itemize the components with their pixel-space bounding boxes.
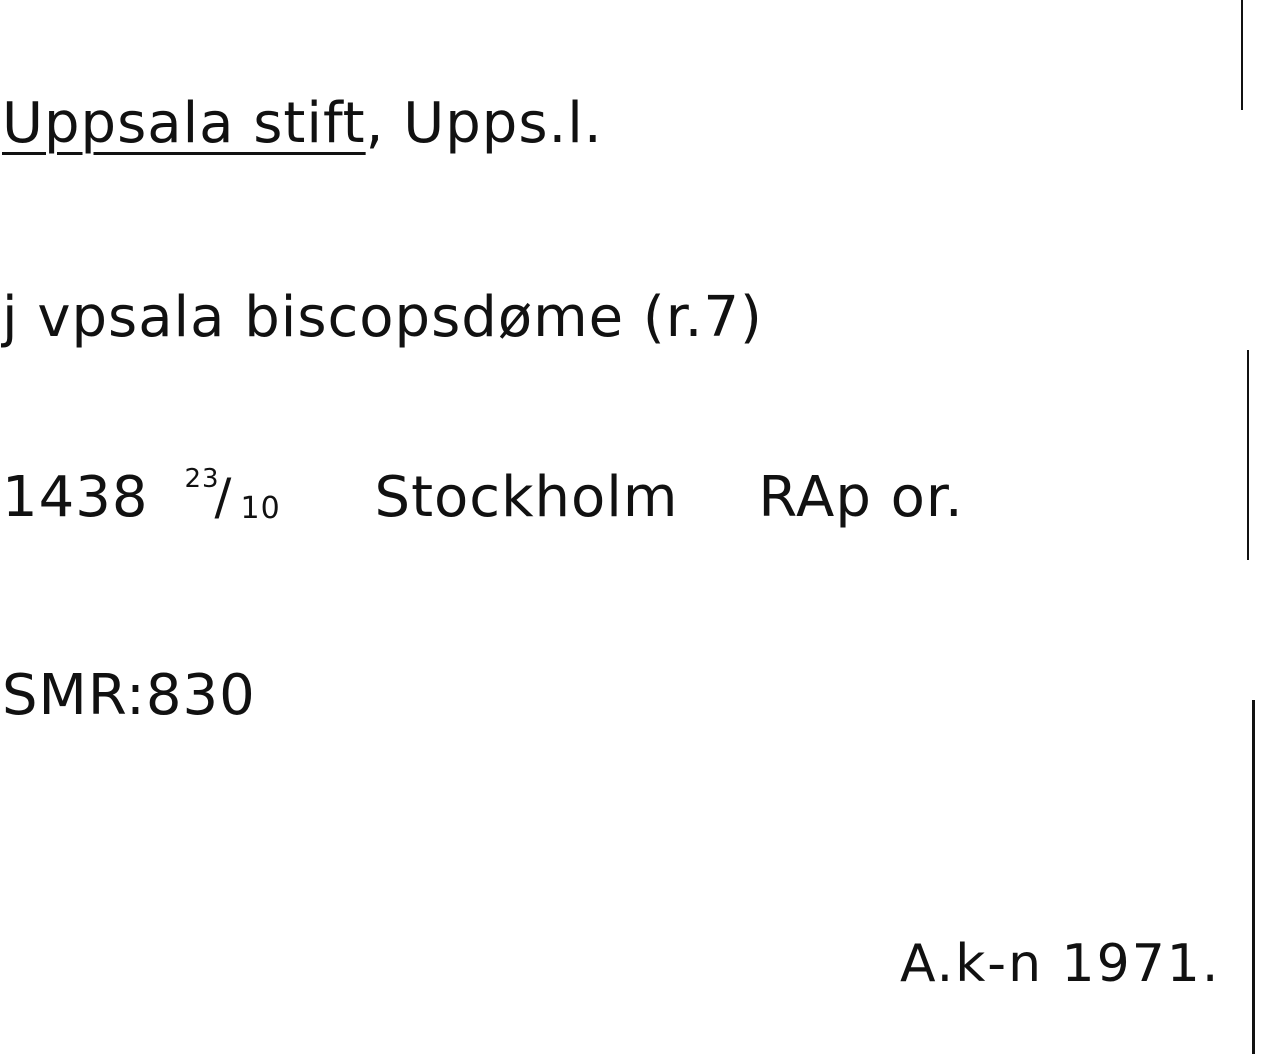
year-text: 1438 (2, 465, 149, 530)
card-edge-line-bottom (1252, 700, 1255, 1054)
heading-rest-text: , Upps.l. (365, 91, 603, 156)
heading-line (2, 91, 603, 156)
source-text: RAp or. (758, 465, 964, 530)
date-source-line (2, 464, 964, 530)
original-form-line: j vpsala biscopsdøme (r.7) (2, 285, 763, 350)
place-text: Stockholm (374, 465, 679, 530)
card-edge-line-middle (1247, 350, 1249, 560)
heading-underlined-text: Uppsala stift (2, 91, 366, 156)
reference-line: SMR:830 (2, 663, 256, 728)
date-fraction-slash: / (214, 468, 233, 526)
date-fraction-denominator: 10 (240, 491, 281, 526)
date-fraction-numerator: 23 (184, 464, 220, 494)
date-fraction (184, 464, 295, 526)
card-edge-line-top (1241, 0, 1243, 110)
signature-text: A.k-n 1971. (900, 934, 1221, 994)
